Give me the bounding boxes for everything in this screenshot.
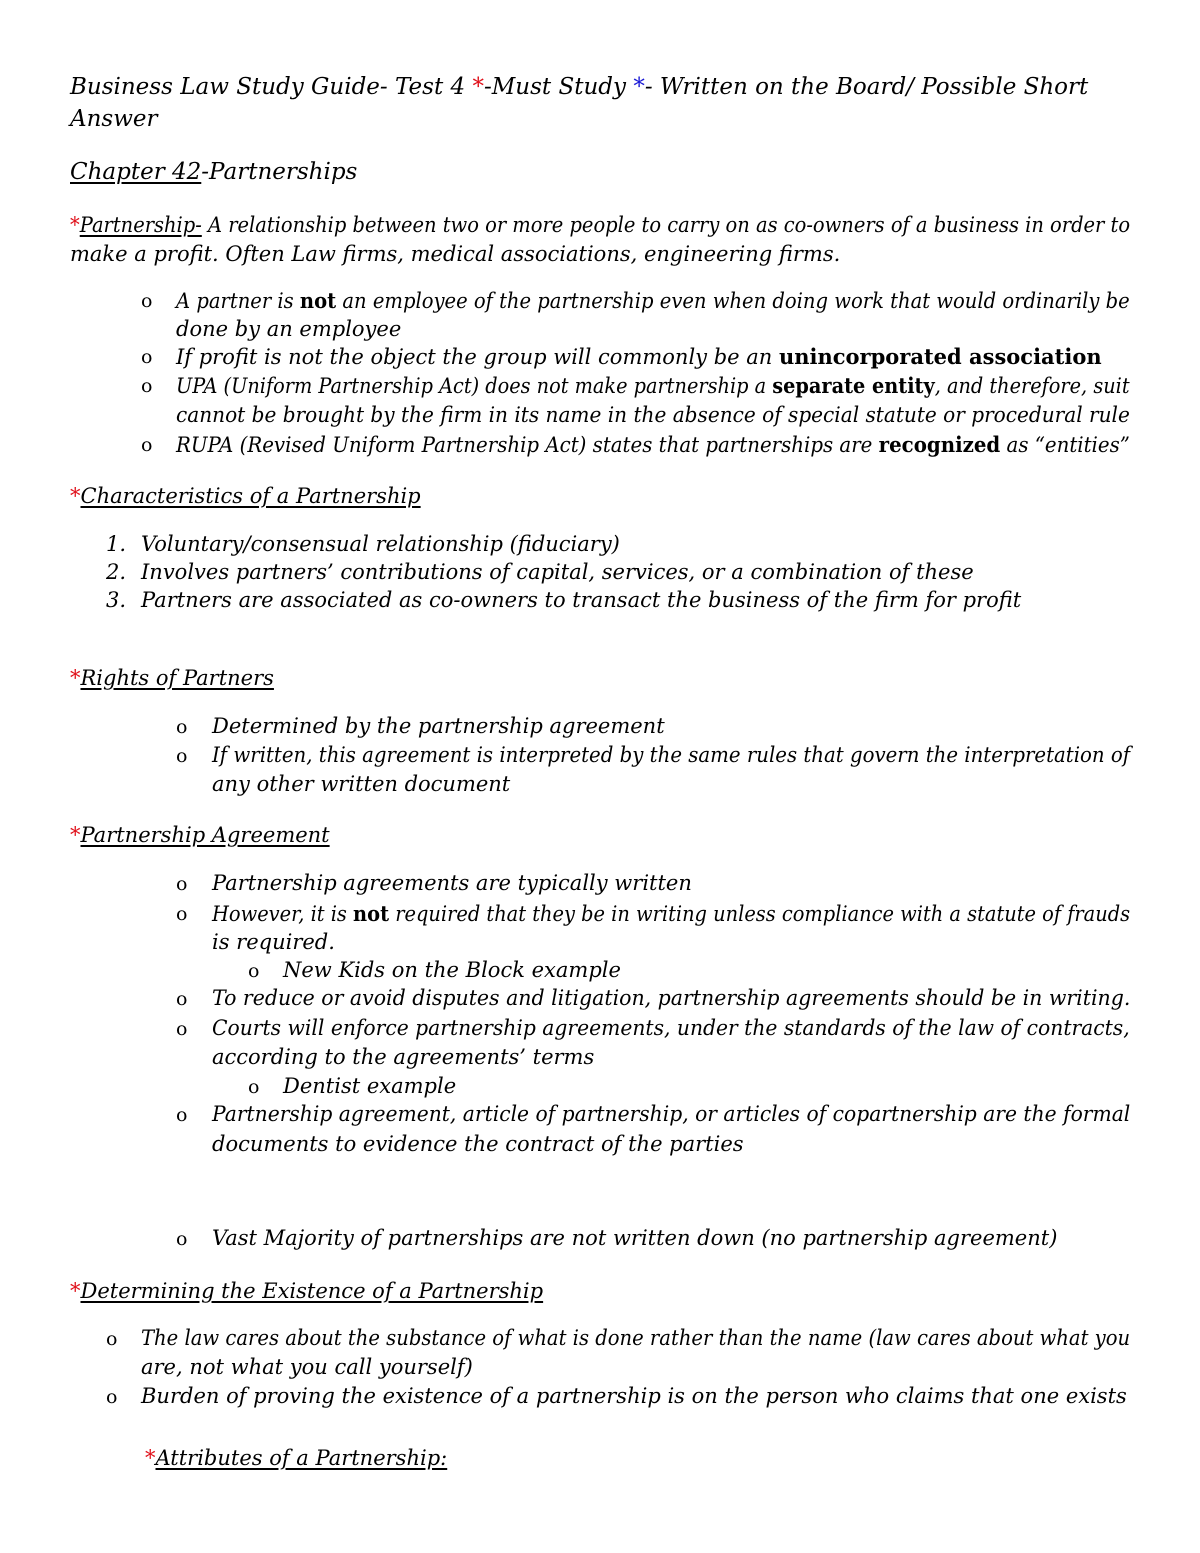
bullet-marker: o xyxy=(106,1386,118,1408)
list-item: To reduce or avoid disputes and litigation, partnership agreements should be in writing. xyxy=(212,986,1131,1010)
partnership-definition: *Partnership- A relationship between two or more people to carry on as co-owners of a business in order to xyxy=(70,213,1131,237)
list-item: Burden of proving the existence of a partnership is on the person who claims that one exists xyxy=(141,1384,1127,1408)
list-item-continuation: are, not what you call yourself) xyxy=(141,1355,473,1379)
bullet-marker: o xyxy=(176,1018,188,1040)
characteristics-heading: *Characteristics of a Partnership xyxy=(70,484,421,508)
chapter-heading: Chapter 42-Partnerships xyxy=(70,159,358,185)
bullet-marker: o xyxy=(176,903,188,925)
sub-bullet-marker: o xyxy=(248,960,260,982)
list-number: 3. xyxy=(106,588,127,612)
bullet-marker: o xyxy=(141,290,153,312)
written-on-board-marker: * xyxy=(633,74,645,100)
rights-heading: *Rights of Partners xyxy=(70,666,274,690)
list-item: Determined by the partnership agreement xyxy=(212,714,665,738)
bullet-marker: o xyxy=(176,745,188,767)
agreement-heading: *Partnership Agreement xyxy=(70,823,330,847)
list-item: Partners are associated as co-owners to transact the business of the firm for profit xyxy=(141,588,1022,612)
bullet-marker: o xyxy=(176,873,188,895)
list-item: UPA (Uniform Partnership Act) does not make partnership a separate entity, and therefore, suit xyxy=(176,373,1130,398)
list-number: 2. xyxy=(106,560,127,584)
list-item: Vast Majority of partnerships are not written down (no partnership agreement) xyxy=(212,1226,1058,1250)
bullet-marker: o xyxy=(176,1104,188,1126)
list-item: Voluntary/consensual relationship (fiduciary) xyxy=(141,532,620,556)
list-item-continuation: documents to evidence the contract of the parties xyxy=(212,1132,744,1156)
list-item: Courts will enforce partnership agreements, under the standards of the law of contracts, xyxy=(212,1016,1130,1040)
list-item-continuation: any other written document xyxy=(212,772,511,796)
bullet-marker: o xyxy=(141,346,153,368)
list-item-continuation: is required. xyxy=(212,930,335,954)
list-item-continuation: done by an employee xyxy=(176,317,402,341)
bullet-marker: o xyxy=(141,375,153,397)
list-item: A partner is not an employee of the partnership even when doing work that would ordinarily be xyxy=(176,288,1130,313)
bullet-marker: o xyxy=(106,1328,118,1350)
sub-list-item: New Kids on the Block example xyxy=(283,958,621,982)
existence-heading: *Determining the Existence of a Partnership xyxy=(70,1279,544,1303)
bullet-marker: o xyxy=(176,716,188,738)
bullet-marker: o xyxy=(176,988,188,1010)
list-item-continuation: cannot be brought by the firm in its name in the absence of special statute or procedural rule xyxy=(176,403,1130,427)
bullet-marker: o xyxy=(141,434,153,456)
sub-list-item: Dentist example xyxy=(283,1074,457,1098)
list-item: If profit is not the object the group will commonly be an unincorporated association xyxy=(176,344,1102,369)
bullet-marker: o xyxy=(176,1228,188,1250)
sub-bullet-marker: o xyxy=(248,1076,260,1098)
document-title: Business Law Study Guide- Test 4 *-Must Study *- Written on the Board/ Possible Short xyxy=(70,74,1089,100)
list-item-continuation: according to the agreements’ terms xyxy=(212,1045,595,1069)
must-study-marker: * xyxy=(472,74,484,100)
list-item: If written, this agreement is interpreted by the same rules that govern the interpretation of xyxy=(212,743,1131,767)
list-number: 1. xyxy=(106,532,127,556)
list-item: RUPA (Revised Uniform Partnership Act) states that partnerships are recognized as “entities” xyxy=(176,432,1130,457)
document-title-line2: Answer xyxy=(70,106,158,132)
list-item: Partnership agreement, article of partnership, or articles of copartnership are the formal xyxy=(212,1102,1131,1126)
list-item: The law cares about the substance of what is done rather than the name (law cares about what you xyxy=(141,1326,1131,1350)
attributes-heading: *Attributes of a Partnership: xyxy=(145,1446,448,1470)
list-item: However, it is not required that they be in writing unless compliance with a statute of frauds xyxy=(212,901,1131,926)
list-item: Partnership agreements are typically written xyxy=(212,871,692,895)
partnership-definition-line2: make a profit. Often Law firms, medical associations, engineering firms. xyxy=(70,242,841,266)
list-item: Involves partners’ contributions of capital, services, or a combination of these xyxy=(141,560,974,584)
